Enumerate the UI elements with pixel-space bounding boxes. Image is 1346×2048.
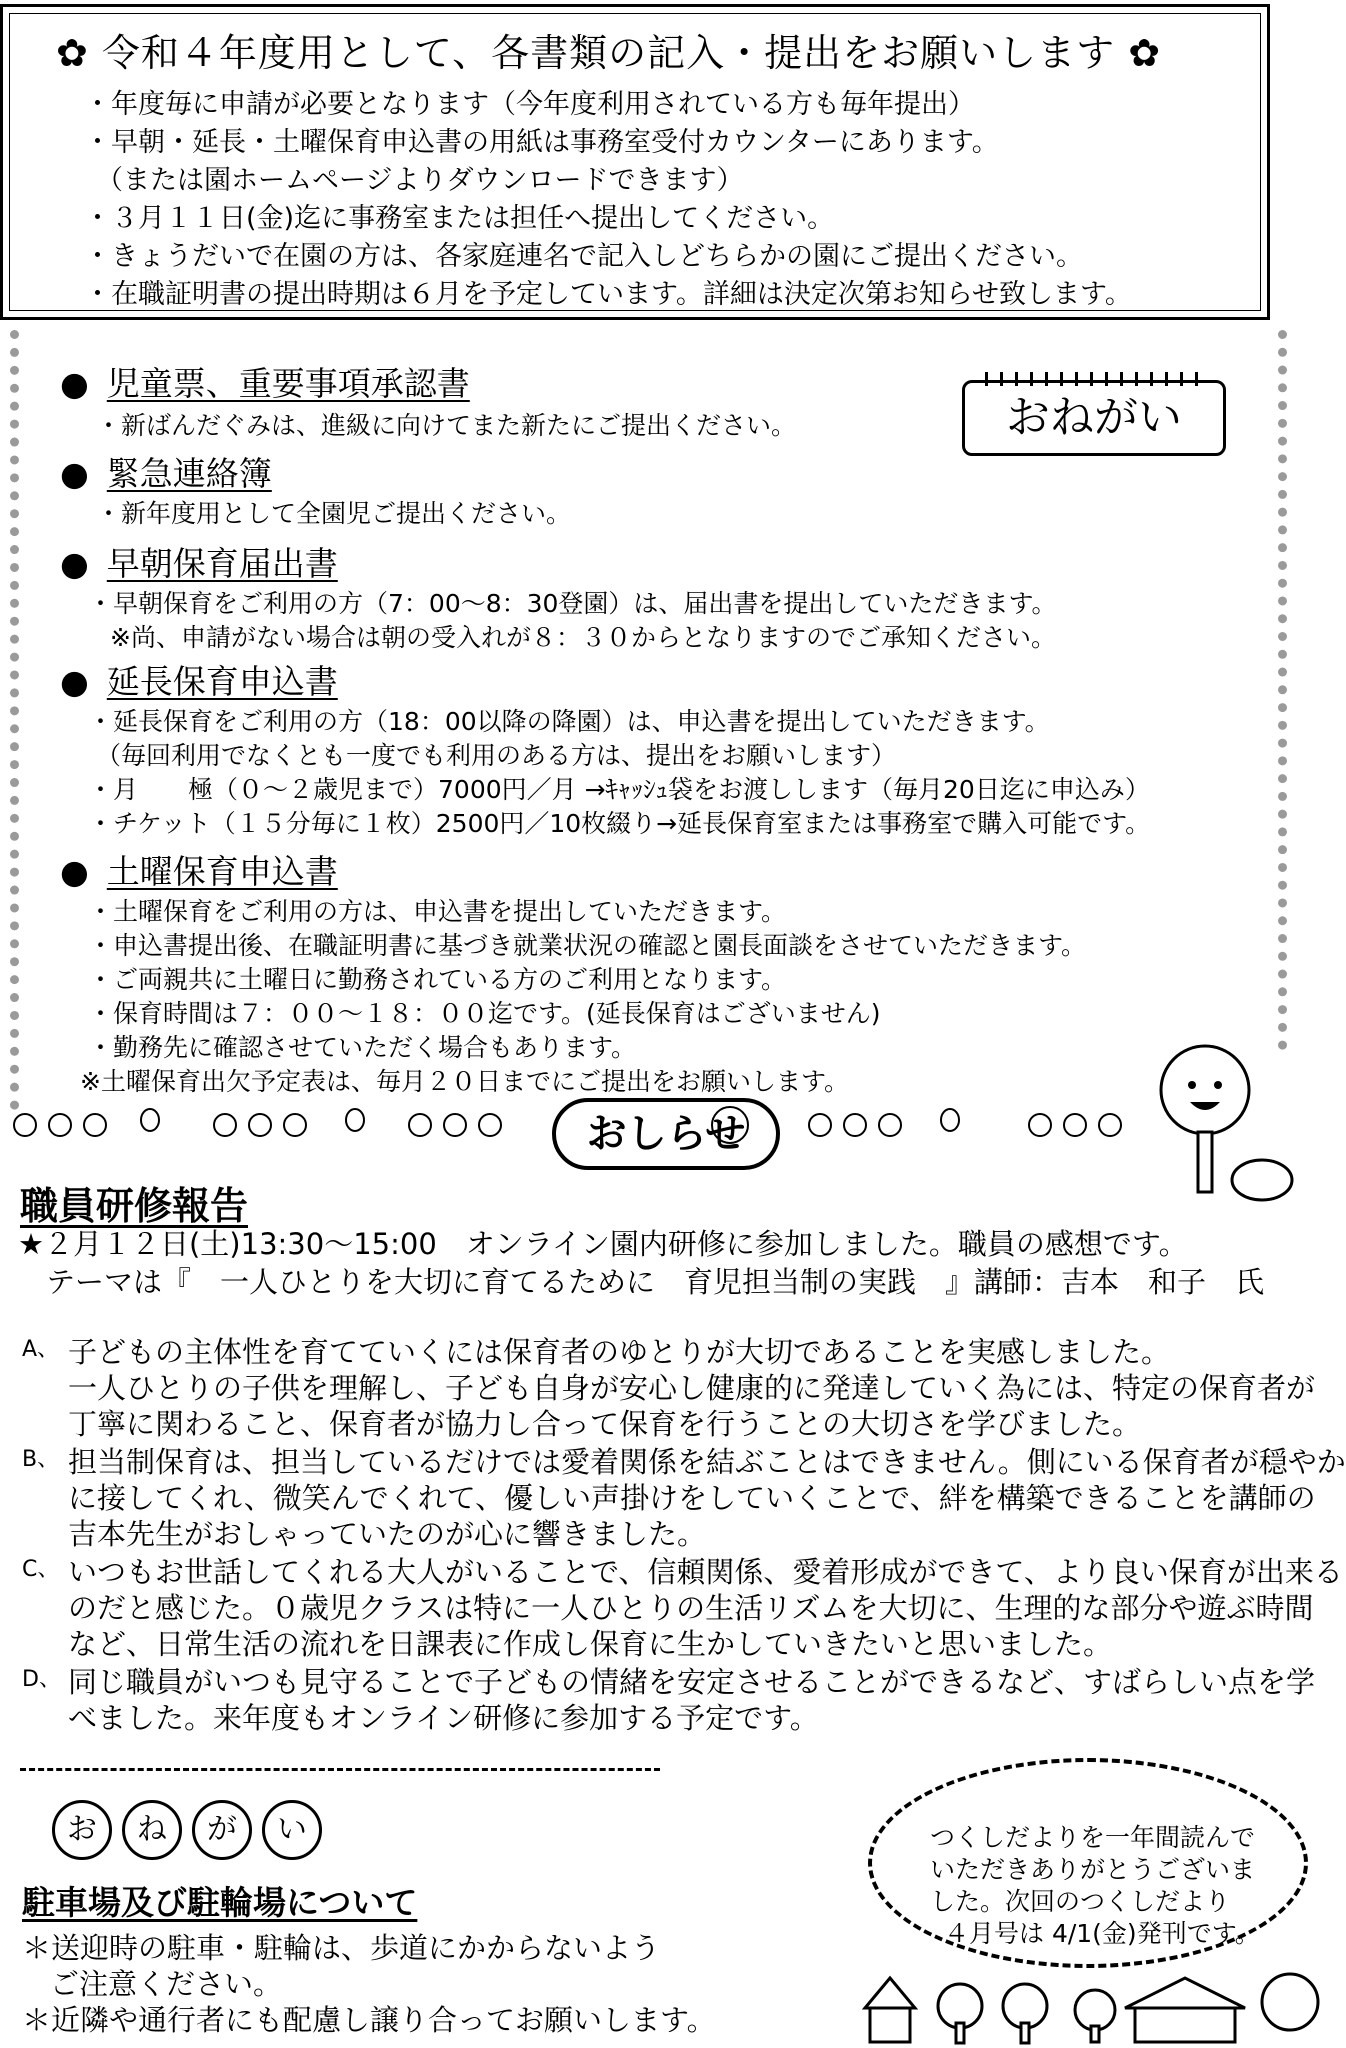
bullet-icon: ●	[60, 454, 89, 493]
report-item-line: いつもお世話してくれる大人がいることで、信頼関係、愛着形成ができて、より良い保育が出来る	[68, 1555, 1343, 1589]
balloon-line: つくしだよりを一年間読んで	[930, 1823, 1256, 1852]
section-heading: ● 緊急連絡簿	[60, 454, 272, 493]
parking-line: ご注意ください。	[50, 1967, 283, 2001]
section-heading: ● 土曜保育申込書	[60, 852, 338, 891]
mascot-illustration	[1150, 1040, 1300, 1210]
parking-line: ＊送迎時の駐車・駐輪は、歩道にかからないよう	[22, 1931, 661, 1965]
section-heading: ● 早朝保育届出書	[60, 544, 338, 583]
balloon-line: した。次回のつくしだより	[930, 1887, 1231, 1916]
notice-line: （または園ホームページよりダウンロードできます）	[96, 165, 744, 196]
section-line: ・チケット（１５分毎に１枚）2500円／10枚綴り→延長保育室または事務室で購入可能です。	[88, 809, 1151, 838]
balloon-line: ４月号は 4/1(金)発刊です。	[944, 1919, 1260, 1948]
dotted-border-left	[10, 330, 27, 1110]
flower-divider	[20, 1768, 660, 1771]
parking-title: 駐車場及び駐輪場について	[22, 1883, 418, 1922]
report-item-line: など、日常生活の流れを日課表に作成し保育に生かしていきたいと思いました。	[68, 1627, 1113, 1661]
section-line: ・ご両親共に土曜日に勤務されている方のご利用となります。	[88, 965, 787, 994]
notice-line: ・在職証明書の提出時期は６月を予定しています。詳細は決定次第お知らせ致します。	[84, 279, 1132, 310]
balloon-line: いただきありがとうございま	[930, 1855, 1256, 1884]
section-line: ・土曜保育をご利用の方は、申込書を提出していただきます。	[88, 897, 787, 926]
notice-line: ・年度毎に申請が必要となります（今年度利用されている方も毎年提出）	[84, 89, 975, 120]
report-item-mark: A、	[22, 1337, 60, 1362]
notice-line: ・きょうだいで在園の方は、各家庭連名で記入しどちらかの園にご提出ください。	[84, 241, 1083, 272]
report-item-mark: D、	[22, 1667, 61, 1692]
onegai-char: お	[52, 1800, 112, 1860]
section-line: ・勤務先に確認させていただく場合もあります。	[88, 1033, 637, 1062]
report-item-line: 吉本先生がおしゃっていたのが心に響きました。	[68, 1517, 707, 1551]
report-line: ★２月１２日(土)13:30～15:00 オンライン園内研修に参加しました。職員の感想です。	[18, 1227, 1188, 1261]
parking-line: ＊近隣や通行者にも配慮し譲り合ってお願いします。	[22, 2003, 716, 2037]
report-item-line: 丁寧に関わること、保育者が協力し合って保育を行うことの大切さを学びました。	[68, 1407, 1142, 1441]
onegai-char: い	[262, 1800, 322, 1860]
notice-line: ・早朝・延長・土曜保育申込書の用紙は事務室受付カウンターにあります。	[84, 127, 999, 158]
section-line: ・新年度用として全園児ご提出ください。	[96, 499, 572, 528]
town-illustration	[855, 1968, 1325, 2046]
report-item-line: 同じ職員がいつも見守ることで子どもの情緒を安定させることができるなど、すばらしい点を学	[68, 1665, 1316, 1699]
report-title: 職員研修報告	[20, 1184, 249, 1228]
section-line: ・新ばんだぐみは、進級に向けてまた新たにご提出ください。	[96, 411, 797, 440]
report-item-line: のだと感じた。０歳児クラスは特に一人ひとりの生活リズムを大切に、生理的な部分や遊ぶ時間	[68, 1591, 1314, 1625]
report-item-line: 担当制保育は、担当しているだけでは愛着関係を結ぶことはできません。側にいる保育者が穏やか	[68, 1445, 1346, 1479]
bullet-icon: ●	[60, 364, 89, 403]
report-item-line: に接してくれ、微笑んでくれて、優しい声掛けをしていくことで、絆を構築できることを講師の	[68, 1481, 1316, 1515]
report-item-mark: B、	[22, 1447, 60, 1472]
section-heading: ● 児童票、重要事項承認書	[60, 364, 470, 403]
section-line: ・申込書提出後、在職証明書に基づき就業状況の確認と園長面談をさせていただきます。	[88, 931, 1087, 960]
section-line: ・延長保育をご利用の方（18：00以降の降園）は、申込書を提出していただきます。	[88, 707, 1050, 736]
bullet-icon: ●	[60, 544, 89, 583]
report-item-line: 一人ひとりの子供を理解し、子ども自身が安心し健康的に発達していく為には、特定の保育者が	[68, 1371, 1316, 1405]
onegai-badge: おねがい	[962, 380, 1226, 456]
section-line: ※尚、申請がない場合は朝の受入れが８：３０からとなりますのでご承知ください。	[110, 623, 1056, 652]
osirase-label: おしらせ	[552, 1098, 780, 1170]
section-line: ・月 極（０～２歳児まで）7000円／月 →ｷｬｯｼｭ袋をお渡しします（毎月20日迄に申込み）	[88, 775, 1150, 804]
bullet-icon: ●	[60, 852, 89, 891]
section-line: （毎回利用でなくとも一度でも利用のある方は、提出をお願いします）	[96, 741, 897, 770]
report-line: テーマは『 一人ひとりを大切に育てるために 育児担当制の実践 』講師：吉本 和子 氏	[46, 1265, 1265, 1299]
section-line: ・保育時間は７：００～１８：００迄です。(延長保育はございません)	[88, 999, 881, 1028]
section-heading: ● 延長保育申込書	[60, 662, 338, 701]
bullet-icon: ●	[60, 662, 89, 701]
flower-icon: ✿	[56, 31, 102, 75]
notice-line: ・３月１１日(金)迄に事務室または担任へ提出してください。	[84, 203, 835, 234]
section-line: ・早朝保育をご利用の方（7：00～8：30登園）は、届出書を提出していただきます。	[88, 589, 1057, 618]
report-item-mark: C、	[22, 1557, 60, 1582]
onegai-char: ね	[122, 1800, 182, 1860]
dotted-border-right	[1278, 330, 1295, 1050]
onegai-char: が	[192, 1800, 252, 1860]
section-line: ※土曜保育出欠予定表は、毎月２０日までにご提出をお願いします。	[80, 1067, 849, 1096]
report-item-line: べました。来年度もオンライン研修に参加する予定です。	[68, 1701, 819, 1735]
notice-title: ✿ 令和４年度用として、各書類の記入・提出をお願いします ✿	[56, 31, 1162, 75]
report-item-line: 子どもの主体性を育てていくには保育者のゆとりが大切であることを実感しました。	[68, 1335, 1171, 1369]
flower-icon: ✿	[1115, 31, 1162, 75]
